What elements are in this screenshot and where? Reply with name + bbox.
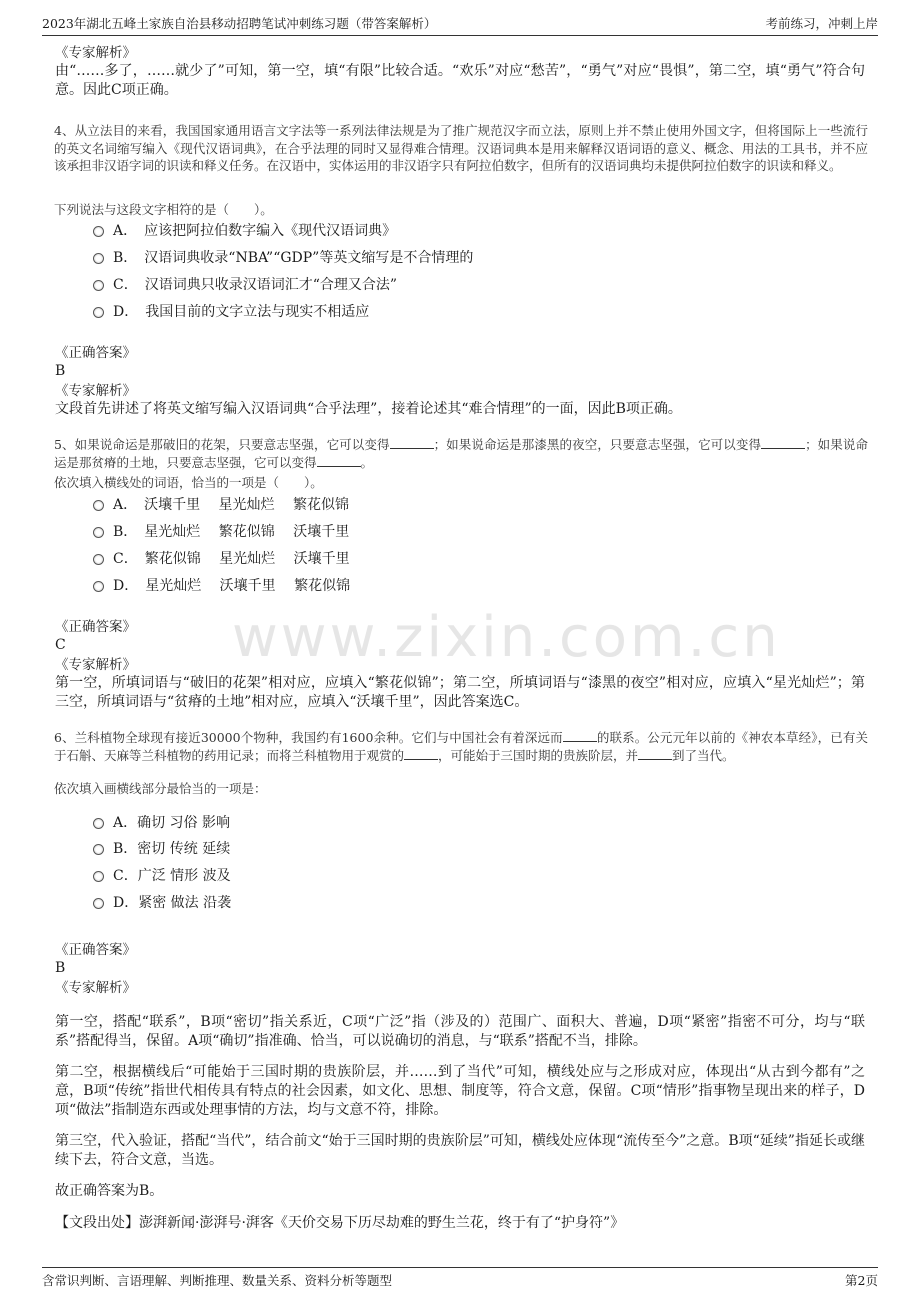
q5-analysis: 第一空，所填词语与“破旧的花架”相对应，应填入“繁花似锦”；第二空，所填词语与“漆黑的夜空”相对应，应填入“星光灿烂”；第三空，所填词语与“贫瘠的土地”相对应，应填入“沃壤千里”，因此答案选C。	[55, 675, 865, 710]
blank-line	[563, 729, 597, 742]
radio-icon[interactable]	[93, 844, 104, 855]
radio-icon[interactable]	[93, 253, 104, 264]
radio-icon[interactable]	[93, 500, 104, 511]
q5-option-c[interactable]: C． 繁花似锦 星光灿烂 沃壤千里	[93, 549, 350, 569]
q5-stem: 依次填入横线处的词语，恰当的一项是（ ）。	[54, 475, 323, 490]
blank-line	[390, 436, 434, 449]
watermark: www.zixin.com.cn	[232, 605, 781, 670]
blank-line	[761, 436, 805, 449]
q6-analysis-label: 《专家解析》	[55, 980, 136, 996]
prev-analysis-label: 《专家解析》	[55, 45, 136, 61]
q4-answer: B	[55, 363, 66, 379]
q6-option-c[interactable]: C．广泛 情形 波及	[93, 866, 231, 886]
q4-stem: 下列说法与这段文字相符的是（ ）。	[54, 202, 273, 217]
q6-conclusion: 故正确答案为B。	[55, 1183, 164, 1199]
radio-icon[interactable]	[93, 527, 104, 538]
q6-analysis-para3: 第三空，代入验证，搭配“当代”，结合前文“始于三国时期的贵族阶层”可知，横线处应体现“流传至今”之意。B项“延续”指延长或继续下去，符合文意，当选。	[55, 1133, 865, 1168]
header-slogan: 考前练习，冲刺上岸	[765, 16, 878, 31]
q5-answer-label: 《正确答案》	[55, 619, 136, 635]
q6-stem: 依次填入画横线部分最恰当的一项是：	[54, 781, 267, 796]
radio-icon[interactable]	[93, 226, 104, 237]
prev-analysis: 由“……多了，……就少了”可知，第一空，填“有限”比较合适。“欢乐”对应“愁苦”，“勇气”对应“畏惧”，第二空，填“勇气”符合句意。因此C项正确。	[55, 63, 865, 98]
q4-text: 4、从立法目的来看，我国国家通用语言文字法等一系列法律法规是为了推广规范汉字而立法，原则上并不禁止使用外国文字，但将国际上一些流行的英文名词缩写编入《现代汉语词典》，在合乎法理的同时又显得难合情理。汉语词典本是用来解释汉语词语的意义、概念、用法的工具书，并不应该承担非汉语字词的识读和释义任务。在汉语中，实体运用的非汉语字只有阿拉伯数字，但所有的汉语词典均未提供阿拉伯数字的识读和释义。	[54, 123, 868, 173]
q5-option-b[interactable]: B． 星光灿烂 繁花似锦 沃壤千里	[93, 522, 349, 542]
q4-option-d[interactable]: D． 我国目前的文字立法与现实不相适应	[93, 302, 369, 322]
q6-option-b[interactable]: B．密切 传统 延续	[93, 839, 230, 859]
q6-answer: B	[55, 960, 66, 976]
radio-icon[interactable]	[93, 280, 104, 291]
page-footer	[42, 1267, 878, 1293]
q4-option-a[interactable]: A． 应该把阿拉伯数字编入《现代汉语词典》	[93, 221, 396, 241]
q6-answer-label: 《正确答案》	[55, 942, 136, 958]
radio-icon[interactable]	[93, 898, 104, 909]
footer-note: 含常识判断、言语理解、判断推理、数量关系、资料分析等题型	[42, 1273, 393, 1288]
q6-analysis-para2: 第二空，根据横线后“可能始于三国时期的贵族阶层，并……到了当代”可知，横线处应与之形成对应，体现出“从古到今都有”之意，B项“传统”指世代相传具有特点的社会因素，如文化、思想、制度等，符合文意，保留。C项“情形”指事物呈现出来的样子，D项“做法”指制造东西或处理事情的方法，均与文意不符，排除。	[55, 1064, 865, 1118]
q4-option-c[interactable]: C． 汉语词典只收录汉语词汇才“合理又合法”	[93, 275, 397, 295]
document-title: 2023年湖北五峰土家族自治县移动招聘笔试冲刺练习题（带答案解析）	[42, 16, 437, 31]
q5-answer: C	[55, 637, 66, 653]
q6-text: 6、兰科植物全球现有接近30000个物种，我国约有1600余种。它们与中国社会有着深远而 的联系。公元元年以前的《神农本草经》，已有关于石斛、天麻等兰科植物的药用记录；而将兰科植物用于观赏的 ，可能始于三国时期的贵族阶层，并 到了当代。	[54, 730, 868, 763]
q5-option-d[interactable]: D． 星光灿烂 沃壤千里 繁花似锦	[93, 576, 350, 596]
q6-analysis-para1: 第一空，搭配“联系”，B项“密切”指关系近，C项“广泛”指（涉及的）范围广、面积大、普遍，D项“紧密”指密不可分，均与“联系”搭配得当，保留。A项“确切”指准确、恰当，可以说确切的消息，与“联系”搭配不当，排除。	[55, 1014, 865, 1049]
page-header	[42, 10, 878, 36]
radio-icon[interactable]	[93, 554, 104, 565]
q4-analysis: 文段首先讲述了将英文缩写编入汉语词典“合乎法理”，接着论述其“难合情理”的一面，因此B项正确。	[55, 401, 682, 417]
blank-line	[317, 454, 361, 467]
q6-source: 【文段出处】澎湃新闻·澎湃号·湃客《天价交易下历尽劫难的野生兰花，终于有了“护身符”》	[55, 1215, 625, 1231]
q4-option-b[interactable]: B． 汉语词典收录“NBA”“GDP”等英文缩写是不合情理的	[93, 248, 473, 268]
radio-icon[interactable]	[93, 581, 104, 592]
radio-icon[interactable]	[93, 818, 104, 829]
radio-icon[interactable]	[93, 307, 104, 318]
q4-analysis-label: 《专家解析》	[55, 383, 136, 399]
page-number: 第2页	[845, 1273, 878, 1288]
blank-line	[404, 747, 438, 760]
q6-option-a[interactable]: A．确切 习俗 影响	[93, 813, 230, 833]
radio-icon[interactable]	[93, 871, 104, 882]
q5-option-a[interactable]: A． 沃壤千里 星光灿烂 繁花似锦	[93, 495, 349, 515]
q6-option-d[interactable]: D．紧密 做法 沿袭	[93, 893, 231, 913]
q5-analysis-label: 《专家解析》	[55, 657, 136, 673]
q5-text: 5、如果说命运是那破旧的花架，只要意志坚强，它可以变得 ；如果说命运是那漆黑的夜空，只要意志坚强，它可以变得 ；如果说命运是那贫瘠的土地，只要意志坚强，它可以变得 。	[54, 437, 868, 470]
blank-line	[638, 747, 672, 760]
q4-answer-label: 《正确答案》	[55, 345, 136, 361]
